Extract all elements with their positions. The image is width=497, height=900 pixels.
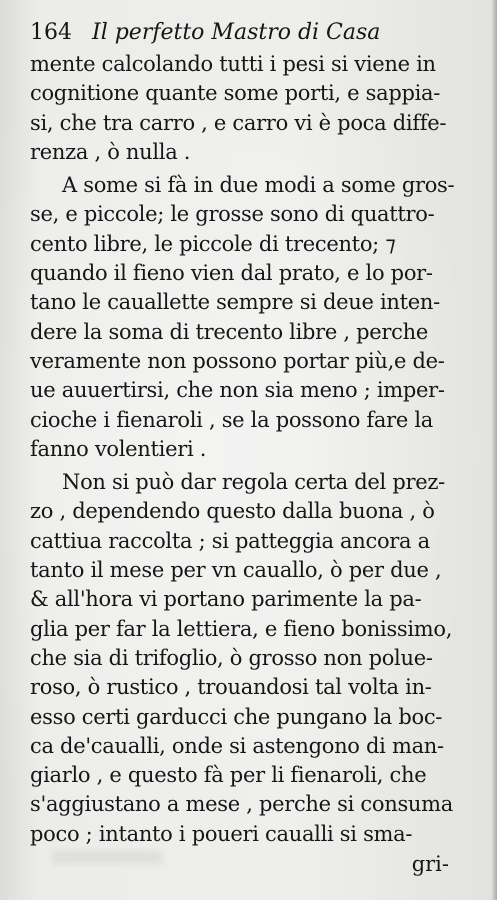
text-line: fanno volentieri . (30, 436, 207, 461)
text-line: glia per far la lettiera, e fieno bonissimo, (30, 616, 453, 641)
paragraph (30, 50, 479, 167)
running-title: Il perfetto Mastro di Casa (92, 20, 381, 45)
text-line: & all'hora vi portano parimente la pa- (30, 587, 422, 612)
text-line: cento libre, le piccole di trecento; ⁊ (30, 231, 396, 256)
text-line: zo , dependendo questo dalla buona , ò (30, 499, 435, 524)
text-line: A some si fà in due modi a some gros- (62, 173, 455, 198)
text-line: quando il fieno vien dal prato, e lo por- (30, 261, 433, 286)
page-number: 164 (30, 20, 72, 45)
text-line: cioche i fienaroli , se la possono fare la (30, 407, 433, 432)
text-line: cognitione quante some porti, e sappia- (30, 81, 441, 106)
text-line: tano le cauallette sempre si deue inten- (30, 290, 440, 315)
text-line: poco ; intanto i poueri caualli si sma- (30, 821, 413, 846)
text-line: veramente non possono portar più,e de- (30, 348, 445, 373)
text-line: tanto il mese per vn cauallo, ò per due , (30, 558, 442, 583)
text-line: dere la soma di trecento libre , perche (30, 319, 428, 344)
catchword: gri- (411, 852, 449, 877)
text-line: renza , ò nulla . (30, 139, 191, 164)
ink-bleed-through (52, 850, 162, 864)
text-line: mente calcolando tutti i pesi si viene in (30, 52, 436, 76)
text-line: Non si può dar regola certa del prez- (62, 470, 445, 495)
paragraph (30, 468, 479, 849)
text-line: cattiua raccolta ; si patteggia ancora a (30, 528, 430, 553)
page-header (30, 16, 479, 50)
text-line: se, e piccole; le grosse sono di quattro- (30, 202, 435, 227)
text-line: ue auuertirsi, che non sia meno ; imper- (30, 378, 445, 403)
text-line: roso, ò rustico , trouandosi tal volta in- (30, 675, 432, 700)
text-line: si, che tra carro , e carro vi è poca diffe- (30, 110, 447, 135)
text-line: giarlo , e questo fà per li fienaroli, che (30, 763, 427, 788)
text-line: esso certi garducci che pungano la boc- (30, 704, 443, 729)
text-line: s'aggiustano a mese , perche si consuma (30, 792, 453, 817)
body-text (30, 50, 479, 849)
paragraph (30, 171, 479, 464)
text-line: che sia di trifoglio, ò grosso non polue- (30, 645, 433, 670)
text-line: ca de'caualli, onde si astengono di man- (30, 733, 444, 758)
